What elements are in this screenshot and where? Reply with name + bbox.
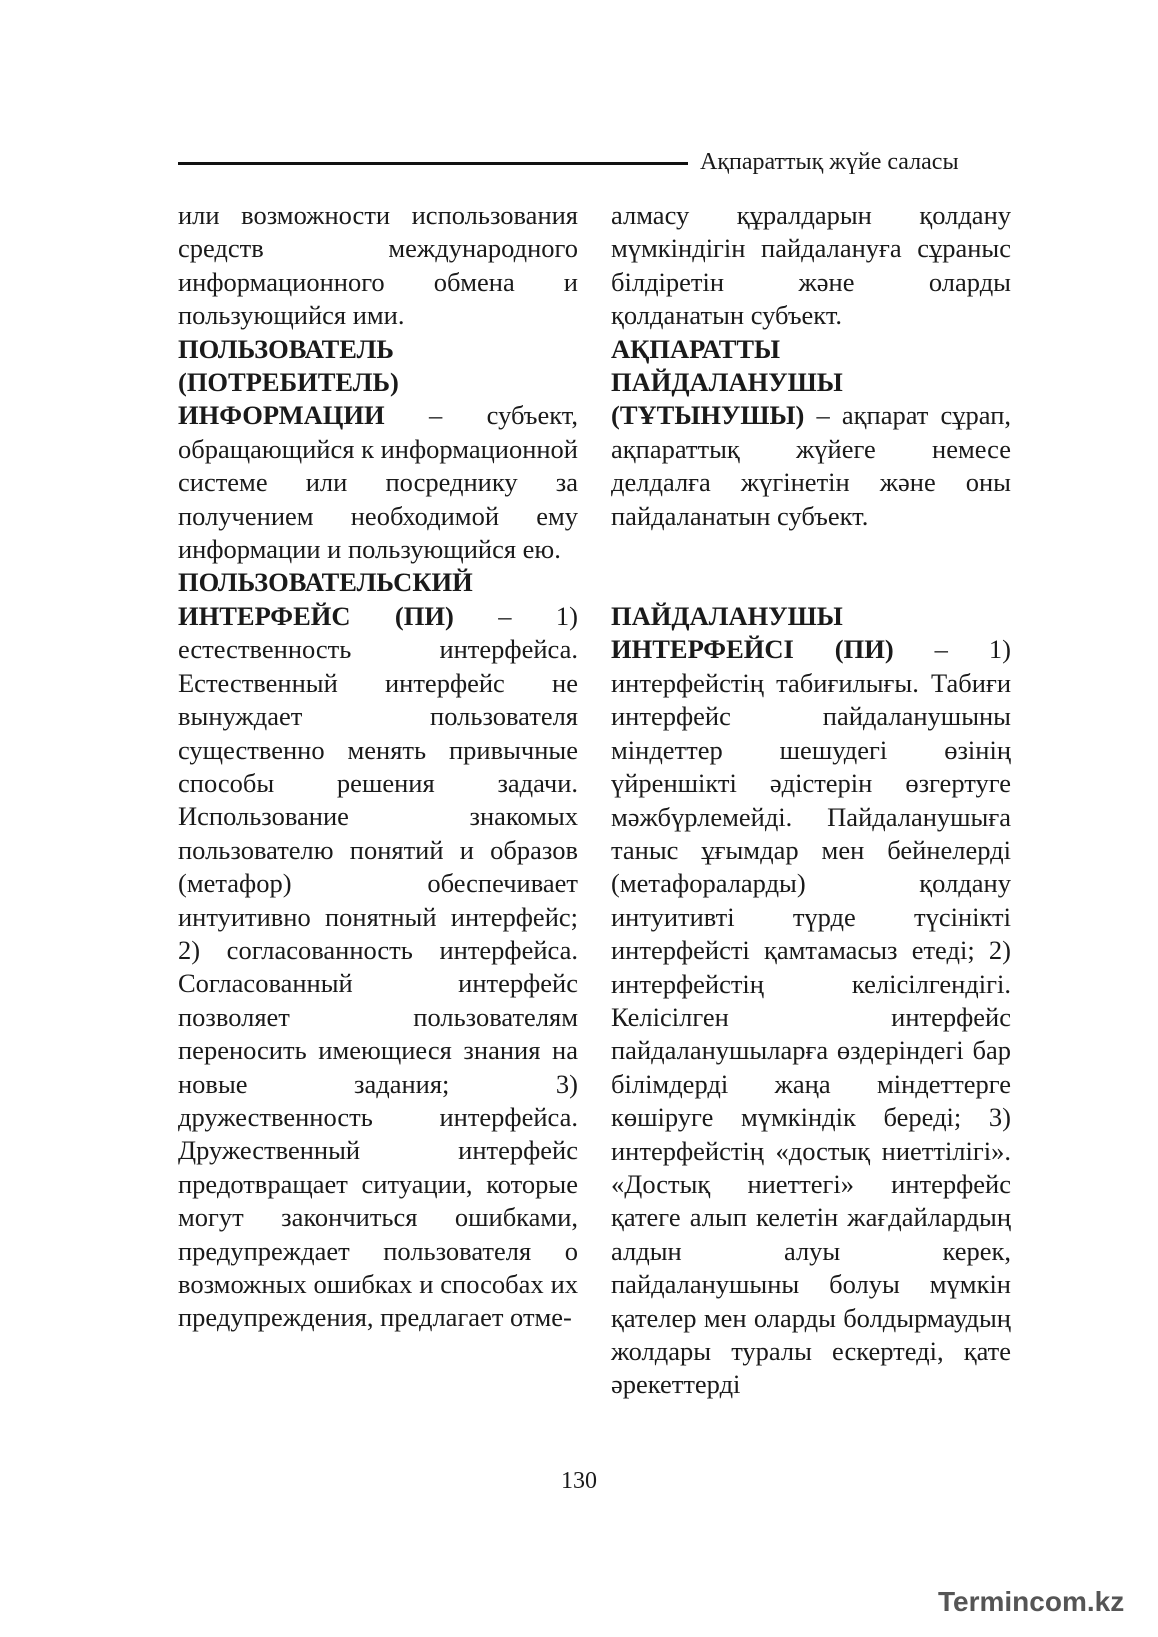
page-number: 130: [561, 1468, 597, 1494]
left-continuation: или возможности использования средств международного информационного обмена и пользующийся ими.: [178, 200, 578, 331]
right-entry-user-interface: [611, 600, 1011, 1402]
right-entry-information-user: [611, 333, 1011, 533]
header-rule: [178, 162, 688, 165]
entry-definition: – субъект, обращающийся к информационной системе или посреднику за получением необходимой ему информации и пользующийся ею.: [178, 400, 578, 565]
left-entry-user-interface: [178, 566, 578, 1334]
entry-definition: – 1) естественность интерфейса. Естественный интерфейс не вынуждает пользователя существенно менять привычные способы решения задачи. Использование знакомых пользователю понятий и образов (метафор) обеспечивает интуитивно понятный интерфейс; 2) согласованность интерфейса. Согласованный интерфейс позволяет пользователям переносить имеющиеся знания на новые задания; 3) дружественность интерфейса. Дружественный интерфейс предотвращает ситуации, которые могут закончиться ошибками, предупреждает пользователя о возможных ошибках и способах их предупреждения, предлагает отме-: [178, 600, 579, 1333]
left-column: [178, 199, 578, 1335]
watermark-logo: Termincom.kz: [938, 1586, 1125, 1617]
entry-term: ПАЙДАЛАНУШЫ ИНТЕРФЕЙСІ (ПИ): [611, 601, 894, 665]
entry-term: ПОЛЬЗОВАТЕЛЬ (ПОТРЕБИТЕЛЬ) ИНФОРМАЦИИ: [178, 333, 399, 431]
entry-term: АҚПАРАТТЫ ПАЙДАЛАНУШЫ (ТҰТЫНУШЫ): [611, 333, 843, 431]
right-column: [611, 199, 1011, 1402]
right-continuation: алмасу құралдарын қолдану мүмкіндігін пайдалануға сұраныс білдіретін және оларды қолданатын субъект.: [611, 200, 1011, 331]
entry-definition: – ақпарат сұрап, ақпараттық жүйеге немесе делдалға жүгінетін және оны пайдаланатын субъект.: [611, 400, 1011, 531]
left-entry-user-of-information: [178, 333, 578, 567]
running-title: Ақпараттық жүйе саласы: [700, 149, 959, 175]
entry-term: ПОЛЬЗОВАТЕЛЬСКИЙ ИНТЕРФЕЙС (ПИ): [178, 567, 473, 631]
entry-definition: – 1) интерфейстің табиғилығы. Табиғи интерфейс пайдаланушыны міндеттер шешудегі өзінің үйреншікті әдістерін өзгертуге мәжбүрлемейді. Пайдаланушыға таныс ұғымдар мен бейнелерді (метафораларды) қолдану интуитивті түрде түсінікті интерфейсті қамтамасыз етеді; 2) интерфейстің келісілгендігі. Келісілген интерфейс пайдаланушыларға өздеріндегі бар білімдерді жаңа міндеттерге көшіруге мүмкіндік береді; 3) интерфейстің «достық ниеттілігі». «Достық ниеттегі» интерфейс қатеге алып келетін жағдайлардың алдын алуы керек, пайдаланушыны болуы мүмкін қателер мен оларды болдырмаудың жолдары туралы ескертеді, қате әрекеттерді: [611, 634, 1012, 1400]
